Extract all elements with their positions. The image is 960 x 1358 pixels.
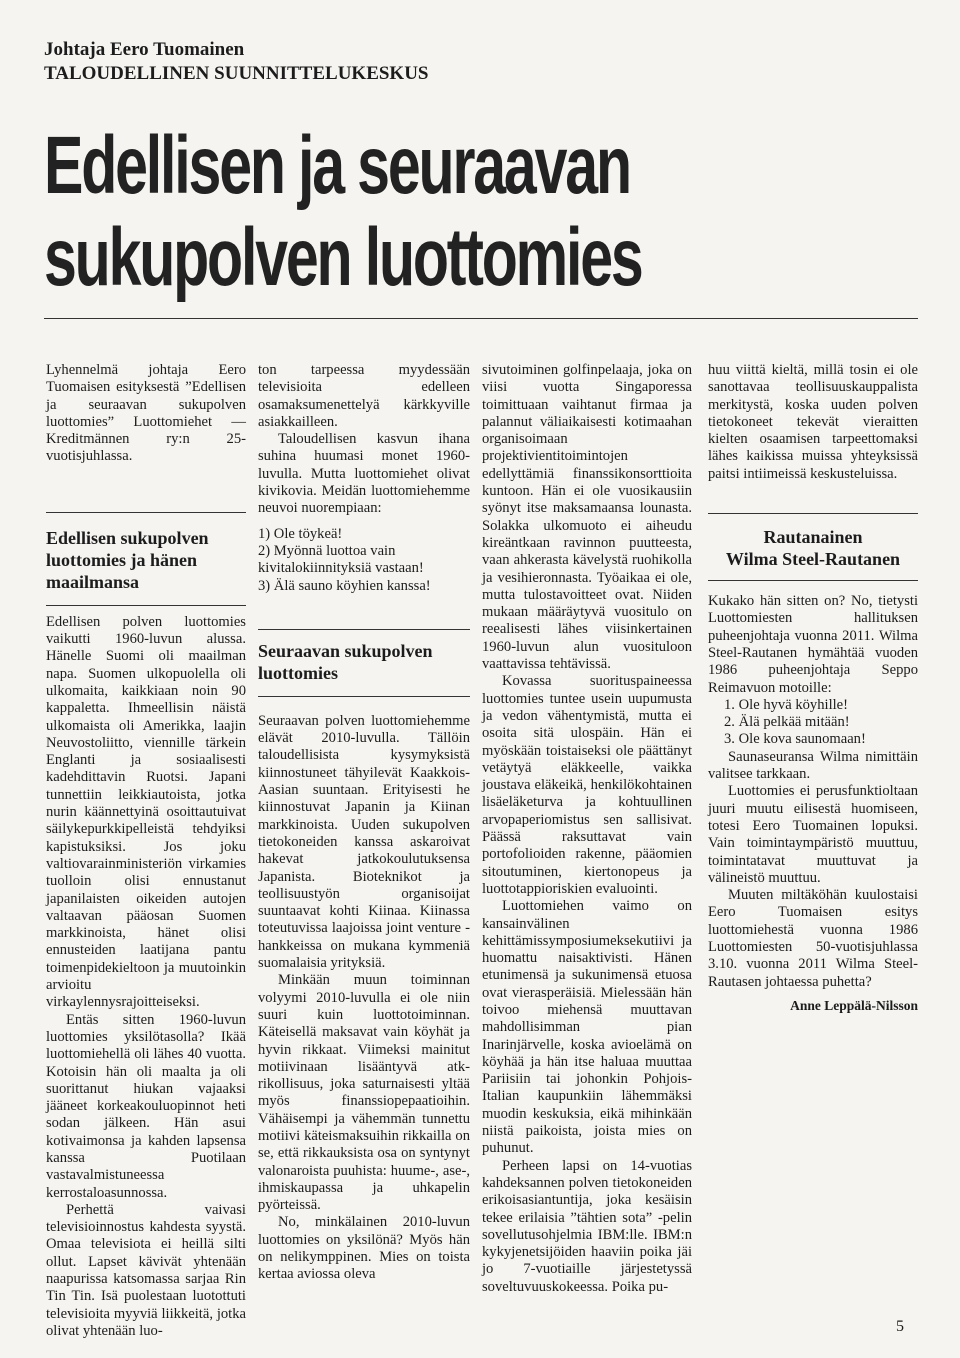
paragraph: Seuraavan polven luottomiehemme elävät 2010-luvulla. Tällöin taloudellisista kysymyksistä kiinnostuneet tähyilevät Kaakkois-Aasian suuntaan. Erityisesti he kiinnostuvat Japanin ja Kiinan markkinoista. Uuden sukupolven tietokoneiden kanssa askaroivat hakevat jatkokoulutuksensa Japanista. Bioteknikot ja teollisuustyön organisoijat suuntaavat kohti Kiinaa. Kiinassa toteutuvissa laajoissa joint venture -hankkeissa on mukana kymmeniä suomalaisia yrityksiä.	[258, 712, 470, 972]
column-3	[482, 362, 692, 1296]
org-line: TALOUDELLINEN SUUNNITTELUKESKUS	[44, 63, 429, 84]
motto-list	[708, 697, 918, 749]
list-item: 3. Ole kova saunomaan!	[724, 731, 866, 748]
paragraph: Taloudellisen kasvun ihana suhina huumasi monet 1960-luvulla. Mutta luottomiehet olivat kivikovia. Meidän luottomiehemme neuvoi nuorempiaan:	[258, 431, 470, 517]
box-title	[708, 526, 918, 570]
paragraph: Luottomies ei perusfunktioltaan juuri muutu eilisestä huomiseen, totesi Eero Tuomainen lopuksi. Vain toimintaympäristö muuttuu, toimintatavat muuttuvat ja välineistö muuttuu.	[708, 783, 918, 886]
list-item: 2. Älä pelkää mitään!	[724, 714, 850, 731]
subhead-rule-bottom	[258, 696, 470, 697]
paragraph: Muuten miltäköhän kuulostaisi Eero Tuomaisen esitys luottomiehestä vuonna 1986 Luottomiesten 50-vuotisjuhlassa 3.10. vuonna 2011 Wilma Steel-Rautasen johtaessa puhetta?	[708, 887, 918, 990]
paragraph: Kukako hän sitten on? No, tietysti Luottomiesten hallituksen puheenjohtaja vuonna 2011. Wilma Steel-Rautanen hymähtää vuoden 1986 puheenjohtaja Seppo Reimavuon motoille:	[708, 593, 918, 696]
headline	[44, 120, 642, 304]
box-title-line-2: Wilma Steel-Rautanen	[725, 549, 901, 570]
subhead-previous-generation: Edellisen sukupolven luottomies ja hänen maailmansa	[46, 527, 209, 592]
list-item: 2) Myönnä luottoa vain kivitalokiinnityksiä vastaan!	[258, 542, 424, 577]
column-1	[46, 362, 246, 1340]
list-item: 1) Ole töykeä!	[258, 525, 343, 542]
subhead-rule-top	[258, 629, 470, 630]
page-number: 5	[896, 1318, 904, 1335]
header-divider	[44, 318, 918, 319]
paragraph: Perhettä vaivasi televisioinnostus kahdesta syystä. Omaa televisiota ei heillä silti ollut. Lapset kävivät yhtenään naapurissa katsomassa sarjaa Rin Tin Tin. Isä puolestaan luotottuti televisioita myyviä liikkeitä, jotka olivat yhtenään luo-	[46, 1201, 246, 1339]
box-title-line-1: Rautanainen	[763, 527, 863, 548]
paragraph: huu viittä kieltä, millä tosin ei ole sanottavaa teollisuuskauppalista merkitystä, koska uuden polven tietokoneet tekevät vieraitten kielten osaamisen tarpeettomaksi lähes kaikissa muissa yhteyksissä paitsi intiimeissä keskusteluissa.	[708, 362, 918, 482]
list-item: 3) Älä sauno köyhien kanssa!	[258, 577, 431, 594]
paragraph: Entäs sitten 1960-luvun luottomies yksilötasolla? Ikää luottomiehellä oli lähes 40 vuotta. Kotoisin hän oli maalta ja oli suorittanut hiukan vajaaksi jääneet korkeakouluopinnot heti sodan jälkeen. Hän asui kotivaimonsa ja kahden lapsensa kanssa Puotilaan vastavalmistuneessa kerrostaloasunnossa.	[46, 1011, 246, 1201]
author-line: Johtaja Eero Tuomainen	[44, 39, 245, 60]
subhead-rule-bottom	[46, 605, 246, 606]
paragraph: Perheen lapsi on 14-vuotias kahdeksannen polven tietokoneiden erikoisasiantuntija, joka kesäisin tekee erilaisia ”tähtien sota” -pelin sovellutusohjelmia IBM:lle. IBM:n kykyjenetsijöiden haaviin poika jäi jo 7-vuotiaille järjestetyssä soveltuvuuskokeessa. Poika pu-	[482, 1157, 692, 1295]
column-4	[708, 362, 918, 1014]
paragraph: Luottomiehen vaimo on kansainvälinen kehittämissymposiumeksekutiivi ja huomattu naisaktivisti. Hänen etunimensä ja sukunimensä etuosa ovat vierasperäisiä. Mielessään hän toivoo miehensä muuttavan mahdollisimman pian Inarinjärvelle, koska avioelämä on köyhää ja hän itse haluaa muuttaa Pariisiin tai johonkin Pohjois-Italian kaupunkiin lähemmäksi muodin keskuksia, eikä mihinkään niistä paikoista, joista mies on puhunut.	[482, 898, 692, 1157]
column-2	[258, 362, 470, 1284]
paragraph: Edellisen polven luottomies vaikutti 1960-luvun alussa. Hänelle Suomi oli maailman napa. Suomen ulkopuolella oli ulkomaita, kaikkiaan noin 90 kappaletta. Ihmeellisin näistä ulkomaista oli Amerikka, laajin Neuvostoliitto, viennille tärkein Englanti ja sosiaalisesti kadehdittavin Ruotsi. Japani tunnettiin leikkiautoista, jotka nurin käännettyinä osoittautuivat säilykepurkkipelleistä tehdyiksi kapistuksiksi. Jos joku valtiovarainministeriön virkamies tuolloin olisi ennustanut japanilaisten oikeiden autojen valtaavan pääosan Suomen markkinoista, hänet olisi ennusteiden laatijana pantu toimenpidekieltoon ja muutoinkin arvioitu virkaylennysrajoitteiseksi.	[46, 613, 246, 1011]
headline-line-1: Edellisen ja seuraavan	[44, 120, 630, 211]
headline-line-2: sukupolven luottomies	[44, 212, 642, 303]
paragraph: Kovassa suorituspaineessa luottomies tuntee usein uupumusta ja vedon vähentymistä, mutta ei osoita sitä ulospäin. Hän ei myöskään toistaiseksi ole päättänyt vetäytyä eläkkeelle, vaikka joustava eläkeikä, henkilökohtainen lisäeläketurva ja kohtuullinen arvopaperiomistus sen sallisivat. Päässä raksuttavat vain portofolioiden rakenne, pääomien sitoutuminen, kiertonopeus ja luottotappioriskien evaluointi.	[482, 673, 692, 897]
article-author: Anne Leppälä-Nilsson	[790, 997, 918, 1013]
paragraph: Minkään muun toiminnan volyymi 2010-luvulla ei ole niin suuri kuin luottotoiminnan. Käteisellä maksavat vain köyhät ja hyvin rikkaat. Viimeksi mainitut motiivinaan lisääntyvä atk-rikollisuus, joka saturnaisesti yltää myös finanssiopераatioihin. Vähäisempi ja vähemmän tunnettu motiivi käteismaksuihin rikkailla on se, että rikkauksista osa on syntynyt valonaroista puuhista: huume-, ase-, ihmiskaupassa ja uhkapelin pyörteissä.	[258, 972, 470, 1214]
subhead-next-generation: Seuraavan sukupolven luottomies	[258, 640, 433, 683]
paragraph: Saunaseuransa Wilma nimittäin valitsee tarkkaan.	[708, 748, 918, 783]
paragraph: sivutoiminen golfinpelaaja, joka on viisi vuotta Singaporessa toimittuaan vaihtanut firmaa ja palannut väliaikaisesti kotimaahan organisoimaan projektivientitoimintojen edellyttämiä finanssikonsorttioita kuntoon. Hän ei ole vuosikausiin syönyt itse maksamaansa lounasta. Solakka ulkomuoto ei aiheudu kireäntkaan ravinnon puutteesta, vaan ahkerasta kävelystä ruohikolla ja vesihieronnasta. Työaikaa ei ole, mutta tulostavoitteet ovat. Niiden mukaan määräytyvä vuositulo on reealisesti lähes viisinkertainen 1960-luvun alun vuosituloon vaattavissa tehtävissä.	[482, 362, 692, 673]
byline	[44, 38, 429, 86]
paragraph: ton tarpeessa myydessään televisioita edelleen osamaksumenettelyä kärkkyville asiakkailleen.	[258, 362, 470, 430]
subhead-rule-top	[46, 512, 246, 513]
list-item: 1. Ole hyvä köyhille!	[724, 696, 849, 713]
box-rule-bottom	[708, 580, 918, 581]
box-rule-top	[708, 513, 918, 514]
rules-list	[258, 526, 470, 595]
intro-text: Lyhennelmä johtaja Eero Tuomaisen esityksestä ”Edellisen ja seuraavan sukupolven luottomies” Luottomiehet — Kreditmännen ry:n 25-vuotisjuhlassa.	[46, 362, 246, 465]
paragraph: No, minkälainen 2010-luvun luottomies on yksilönä? Myös hän on nelikymppinen. Mies on toista kertaa aviossa oleva	[258, 1214, 470, 1283]
